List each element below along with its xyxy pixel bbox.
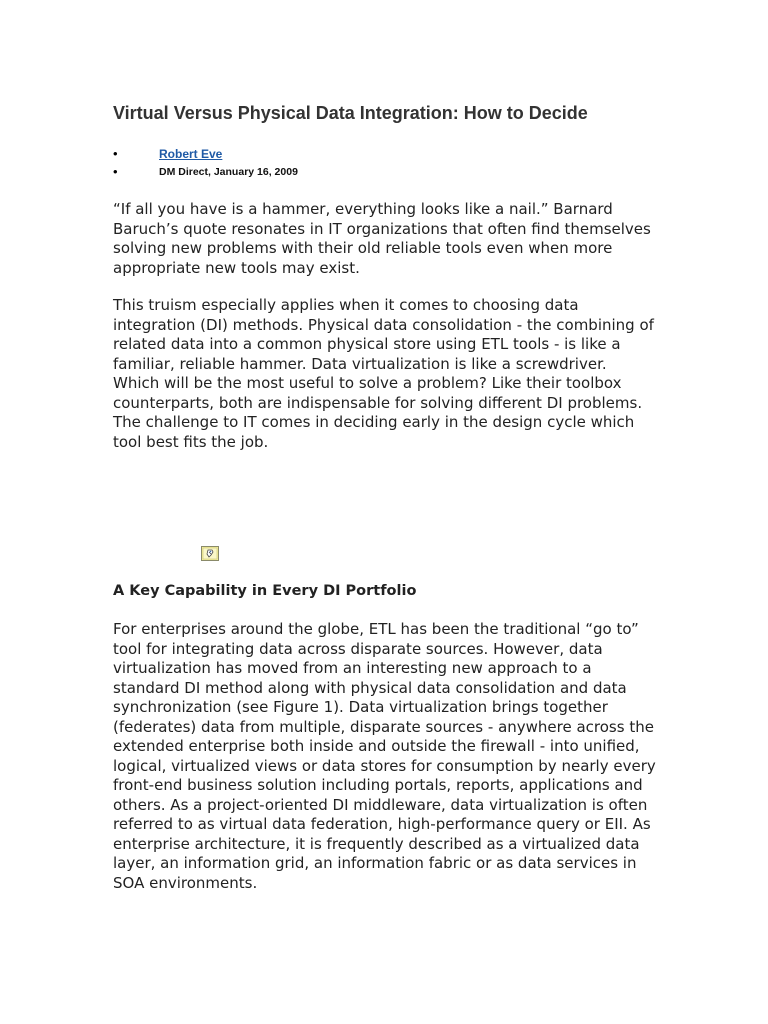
paragraph-truism — [113, 296, 654, 452]
bullet-icon: • — [113, 146, 118, 161]
text-line: tool best fits the job. — [113, 432, 269, 451]
text-line: synchronization (see Figure 1). Data virtualization brings together — [113, 698, 608, 716]
text-line: enterprise architecture, it is frequently described as a virtualized data — [113, 834, 640, 853]
text-line: integration (DI) methods. Physical data consolidation - the combining of — [113, 315, 654, 334]
text-line: related data into a common physical store using ETL tools - is like a — [113, 335, 621, 353]
text-line: “If all you have is a hammer, everything looks like a nail.” Barnard — [113, 200, 613, 218]
text-line: layer, an information grid, an information fabric or as data services in — [113, 854, 637, 872]
text-line: Baruch’s quote resonates in IT organizations that often find themselves — [113, 219, 651, 238]
paragraph-intro — [113, 200, 651, 278]
bullet-icon: • — [113, 164, 118, 179]
section-heading: A Key Capability in Every DI Portfolio — [113, 583, 417, 599]
text-line: (federates) data from multiple, disparate sources - anywhere across the — [113, 717, 654, 736]
text-line: referred to as virtual data federation, high-performance query or EII. As — [113, 815, 651, 833]
text-line: appropriate new tools may exist. — [113, 258, 360, 277]
text-line: familiar, reliable hammer. Data virtualization is like a screwdriver. — [113, 354, 607, 373]
publication-date: DM Direct, January 16, 2009 — [159, 166, 298, 178]
text-line: solving new problems with their old reliable tools even when more — [113, 239, 613, 257]
text-line: extended enterprise both inside and outside the firewall - into unified, — [113, 737, 640, 755]
text-line: others. As a project-oriented DI middleware, data virtualization is often — [113, 795, 648, 814]
text-line: Which will be the most useful to solve a problem? Like their toolbox — [113, 374, 622, 392]
text-line: counterparts, both are indispensable for solving different DI problems. — [113, 393, 643, 412]
article-title: Virtual Versus Physical Data Integration: How to Decide — [113, 103, 588, 123]
text-line: This truism especially applies when it comes to choosing data — [113, 296, 579, 314]
broken-image-icon — [201, 546, 219, 561]
text-line: The challenge to IT comes in deciding early in the design cycle which — [113, 413, 635, 431]
text-line: For enterprises around the globe, ETL has been the traditional “go to” — [113, 620, 639, 638]
text-line: virtualization has moved from an interesting new approach to a — [113, 659, 592, 677]
author-link[interactable]: Robert Eve — [159, 147, 223, 161]
paragraph-key-capability — [113, 620, 656, 893]
text-line: front-end business solution including portals, reports, applications and — [113, 776, 643, 794]
text-line: standard DI method along with physical data consolidation and data — [113, 678, 627, 697]
text-line: logical, virtualized views or data stores for consumption by nearly every — [113, 756, 656, 775]
text-line: tool for integrating data across disparate sources. However, data — [113, 639, 603, 658]
text-line: SOA environments. — [113, 873, 258, 892]
